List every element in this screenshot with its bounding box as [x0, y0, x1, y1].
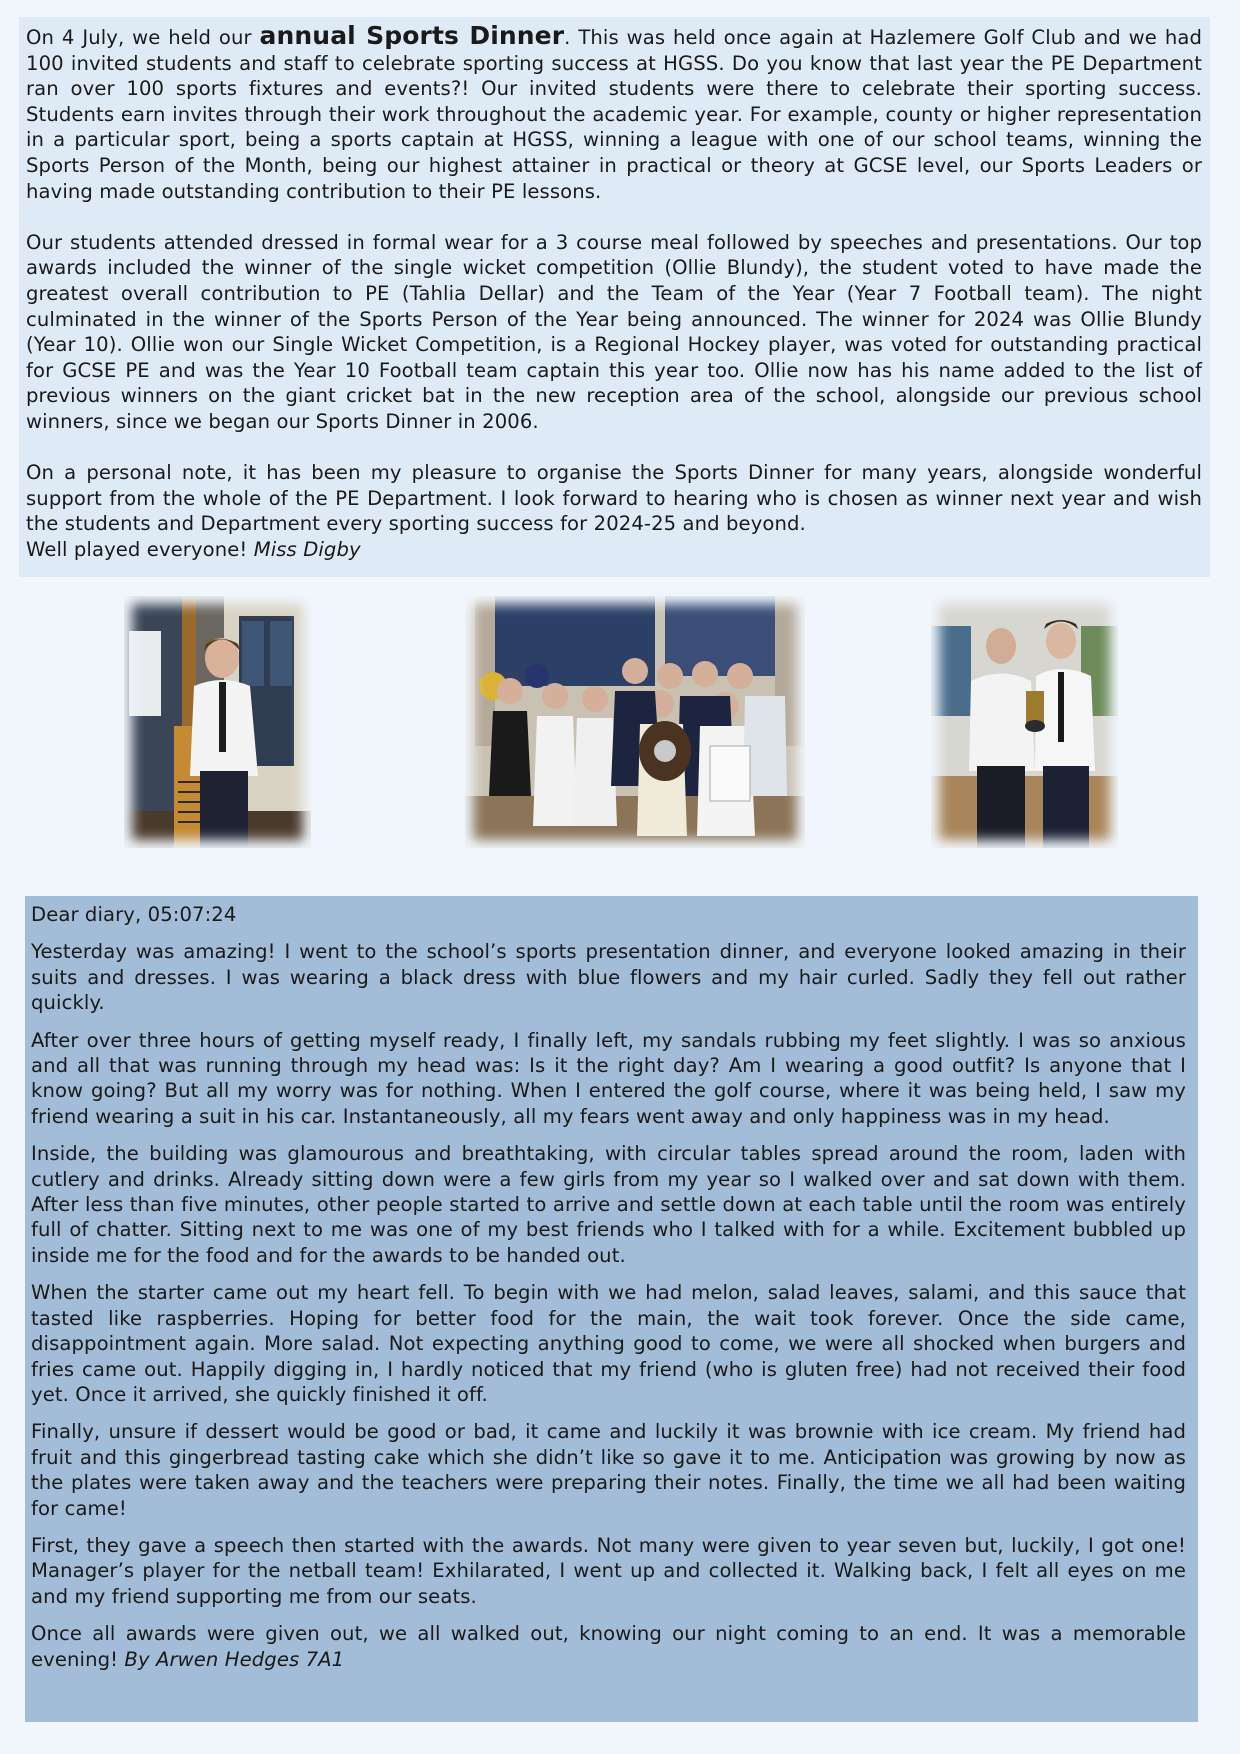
diary-paragraph-4: When the starter came out my heart fell. To begin with we had melon, salad leaves, salami, and this sauce that tasted like raspberries. Hoping for better food for the main, the wait took forever. Once the side came, disappointment again. More salad. Not expecting anything good to come, we were all shocked when burgers and fries came out. Happily digging in, I hardly noticed that my friend (who is gluten free) had not received their food yet. Once it arrived, she quickly finished it off. [31, 1281, 1186, 1406]
article-paragraph-1 [26, 23, 1202, 204]
article-intro-rest: . This was held once again at Hazlemere Golf Club and we had 100 invited students and staff to celebrate sporting success at HGSS. Do you know that last year the PE Department ran over 100 sports fixtures and events?! Our invited students were there to celebrate their sporting success. Students earn invites through their work throughout the academic year. For example, county or higher representation in a particular sport, being a sports captain at HGSS, winning a league with one of our school teams, winning the Sports Person of the Month, being our highest attainer in practical or theory at GCSE level, our Sports Leaders or having made outstanding contribution to their PE lessons. [26, 26, 1202, 203]
article-paragraph-3: On a personal note, it has been my pleasure to organise the Sports Dinner for many years, alongside wonderful support from the whole of the PE Department. I look forward to hearing who is chosen as winner next year and wish the students and Department every sporting success for 2024-25 and beyond. [26, 461, 1202, 536]
diary-paragraph-2: After over three hours of getting myself ready, I finally left, my sandals rubbing my feet slightly. I was so anxious and all that was running through my head was: Is it the right day? Am I wearing a good outfit? Is anyone that I know going? But all my worry was for nothing. When I entered the golf course, where it was being held, I saw my friend wearing a suit in his car. Instantaneously, all my fears went away and only happiness was in my head. [31, 1028, 1186, 1128]
diary-closing-text: Once all awards were given out, we all walked out, knowing our night coming to an end. It was a memorable evening! [31, 1622, 1186, 1671]
article-box [19, 17, 1210, 577]
signoff-text: Well played everyone! [26, 537, 254, 561]
diary-closing [31, 1621, 1186, 1672]
diary-paragraph-5: Finally, unsure if dessert would be good or bad, it came and luckily it was brownie with ice cream. My friend had fruit and this gingerbread tasting cake which she didn’t like so gave it to me. Anticipation was growing by now as the plates were taken away and the teachers were preparing their notes. Finally, the time we all had been waiting for came! [31, 1420, 1186, 1520]
diary-date: Dear diary, 05:07:24 [31, 903, 237, 926]
diary-paragraph-6: First, they gave a speech then started with the awards. Not many were given to year seven but, luckily, I got one! Manager’s player for the netball team! Exhilarated, I went up and collected it. Walking back, I felt all eyes on me and my friend supporting me from our seats. [31, 1533, 1186, 1608]
article-intro-text: On 4 July, we held our [26, 26, 260, 49]
article-signoff [26, 537, 1202, 563]
diary-paragraph-3: Inside, the building was glamourous and breathtaking, with circular tables spread around the room, laden with cutlery and drinks. Already sitting down were a few girls from my year so I walked over and sat down with them. After less than five minutes, other people started to arrive and settle down at each table until the room was entirely full of chatter. Sitting next to me was one of my best friends who I talked with for a while. Excitement bubbled up inside me for the food and for the awards to be handed out. [31, 1142, 1186, 1267]
signoff-signature: Miss Digby [253, 537, 361, 561]
article-paragraph-2: Our students attended dressed in formal wear for a 3 course meal followed by speeches and presentations. Our top awards included the winner of the single wicket competition (Ollie Blundy), the student voted to have made the greatest overall contribution to PE (Tahlia Dellar) and the Team of the Year (Year 7 Football team). The night culminated in the winner of the Sports Person of the Year being announced. The winner for 2024 was Ollie Blundy (Year 10). Ollie won our Single Wicket Competition, is a Regional Hockey player, was voted for outstanding practical for GCSE PE and was the Year 10 Football team captain this year too. Ollie now has his name added to the list of previous winners on the giant cricket bat in the new reception area of the school, alongside our previous school winners, since we began our Sports Dinner in 2006. [26, 230, 1202, 433]
photo-cricket-bat-winner [124, 596, 311, 848]
diary-paragraph-1: Yesterday was amazing! I went to the school’s sports presentation dinner, and everyone looked amazing in their suits and dresses. I was wearing a black dress with blue flowers and my hair curled. Sadly they fell out rather quickly. [31, 940, 1186, 1015]
diary-author: By Arwen Hedges 7A1 [124, 1647, 345, 1671]
photo-team-of-the-year [465, 596, 805, 848]
article-headline: annual Sports Dinner [259, 21, 565, 50]
diary-box [25, 896, 1198, 1722]
photo-award-presentation [931, 596, 1118, 848]
